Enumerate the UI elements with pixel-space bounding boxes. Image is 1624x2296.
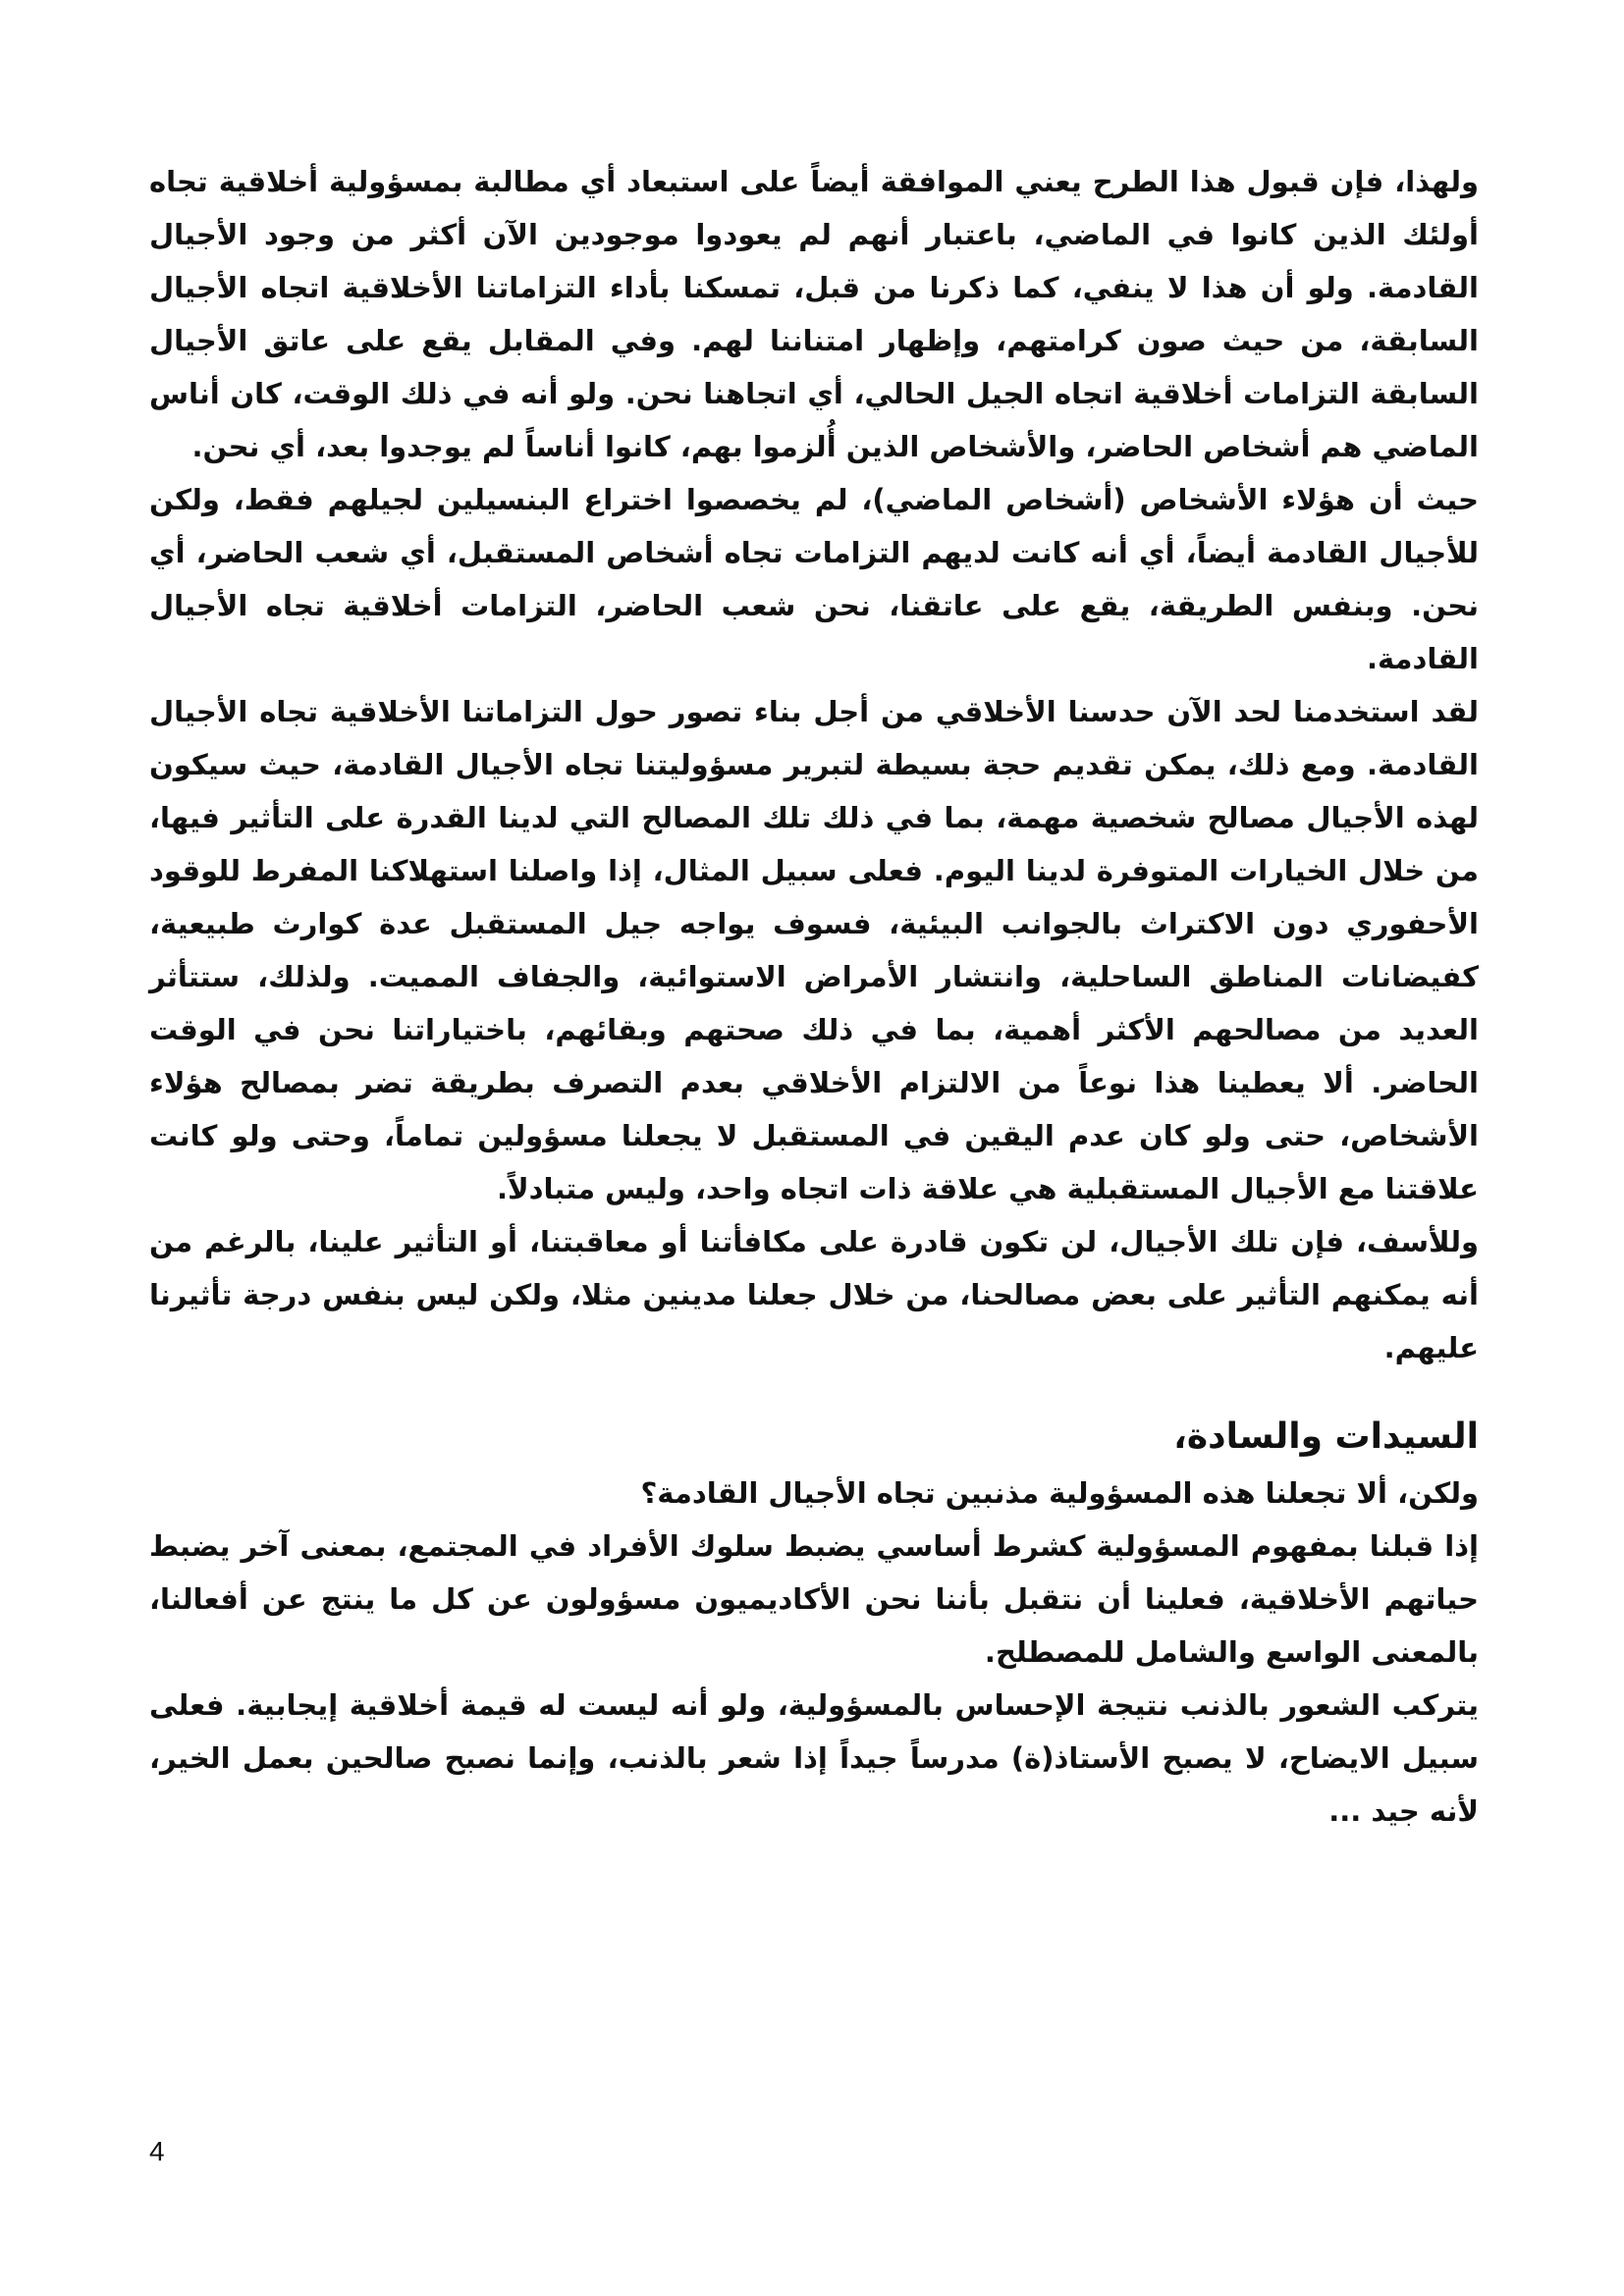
section-heading: السيدات والسادة، bbox=[1173, 1416, 1479, 1457]
document-body bbox=[149, 155, 1479, 1838]
paragraph-penicillin: حيث أن هؤلاء الأشخاص (أشخاص الماضي)، لم يخصصوا اختراع البنسيلين لجيلهم فقط، ولكن للأجيال القادمة أيضاً، أي أنه كانت لديهم التزامات تجاه أشخاص المستقبل، أي شعب الحاضر، أي نحن. وبنفس الطريقة، يقع على عاتقنا، نحن شعب الحاضر، التزامات أخلاقية تجاه الأجيال القادمة. bbox=[149, 483, 1479, 675]
page-number: 4 bbox=[149, 2136, 165, 2166]
paragraph-responsibility: إذا قبلنا بمفهوم المسؤولية كشرط أساسي يضبط سلوك الأفراد في المجتمع، بمعنى آخر يضبط حياتهم الأخلاقية، فعلينا أن نتقبل بأننا نحن الأكاديميون مسؤولون عن كل ما ينتج عن أفعالنا، بالمعنى الواسع والشامل للمصطلح. bbox=[149, 1529, 1479, 1669]
paragraph-past-generations: ولهذا، فإن قبول هذا الطرح يعني الموافقة أيضاً على استبعاد أي مطالبة بمسؤولية أخلاقية تجاه أولئك الذين كانوا في الماضي، باعتبار أنهم لم يعودوا موجودين الآن أكثر من وجود الأجيال القادمة. ولو أن هذا لا ينفي، كما ذكرنا من قبل، تمسكنا بأداء التزاماتنا الأخلاقية اتجاه الأجيال السابقة، من حيث صون كرامتهم، وإظهار امتناننا لهم. وفي المقابل يقع على عاتق الأجيال السابقة التزامات أخلاقية اتجاه الجيل الحالي، أي اتجاهنا نحن. ولو أنه في ذلك الوقت، كان أناس الماضي هم أشخاص الحاضر، والأشخاص الذين أُلزموا بهم، كانوا أناساً لم يوجدوا بعد، أي نحن. bbox=[149, 165, 1479, 463]
paragraph-question: ولكن، ألا تجعلنا هذه المسؤولية مذنبين تجاه الأجيال القادمة؟ bbox=[640, 1476, 1479, 1510]
paragraph-guilt: يتركب الشعور بالذنب نتيجة الإحساس بالمسؤولية، ولو أنه ليست له قيمة أخلاقية إيجابية. فعلى سبيل الايضاح، لا يصبح الأستاذ(ة) مدرساً جيداً إذا شعر بالذنب، وإنما نصبح صالحين بعمل الخير، لأنه جيد ... bbox=[149, 1688, 1479, 1828]
paragraph-future-interests: لقد استخدمنا لحد الآن حدسنا الأخلاقي من أجل بناء تصور حول التزاماتنا الأخلاقية تجاه الأجيال القادمة. ومع ذلك، يمكن تقديم حجة بسيطة لتبرير مسؤوليتنا تجاه الأجيال القادمة، حيث سيكون لهذه الأجيال مصالح شخصية مهمة، بما في ذلك تلك المصالح التي لدينا القدرة على التأثير فيها، من خلال الخيارات المتوفرة لدينا اليوم. فعلى سبيل المثال، إذا واصلنا استهلاكنا المفرط للوقود الأحفوري دون الاكتراث بالجوانب البيئية، فسوف يواجه جيل المستقبل عدة كوارث طبيعية، كفيضانات المناطق الساحلية، وانتشار الأمراض الاستوائية، والجفاف المميت. ولذلك، ستتأثر العديد من مصالحهم الأكثر أهمية، بما في ذلك صحتهم وبقائهم، باختياراتنا نحن في الوقت الحاضر. ألا يعطينا هذا نوعاً من الالتزام الأخلاقي بعدم التصرف بطريقة تضر بمصالح هؤلاء الأشخاص، حتى ولو كان عدم اليقين في المستقبل لا يجعلنا مسؤولين تماماً، وحتى ولو كانت علاقتنا مع الأجيال المستقبلية هي علاقة ذات اتجاه واحد، وليس متبادلاً. bbox=[149, 695, 1479, 1205]
paragraph-one-way-relation: وللأسف، فإن تلك الأجيال، لن تكون قادرة على مكافأتنا أو معاقبتنا، أو التأثير علينا، بالرغم من أنه يمكنهم التأثير على بعض مصالحنا، من خلال جعلنا مدينين مثلا، ولكن ليس بنفس درجة تأثيرنا عليهم. bbox=[149, 1225, 1479, 1364]
